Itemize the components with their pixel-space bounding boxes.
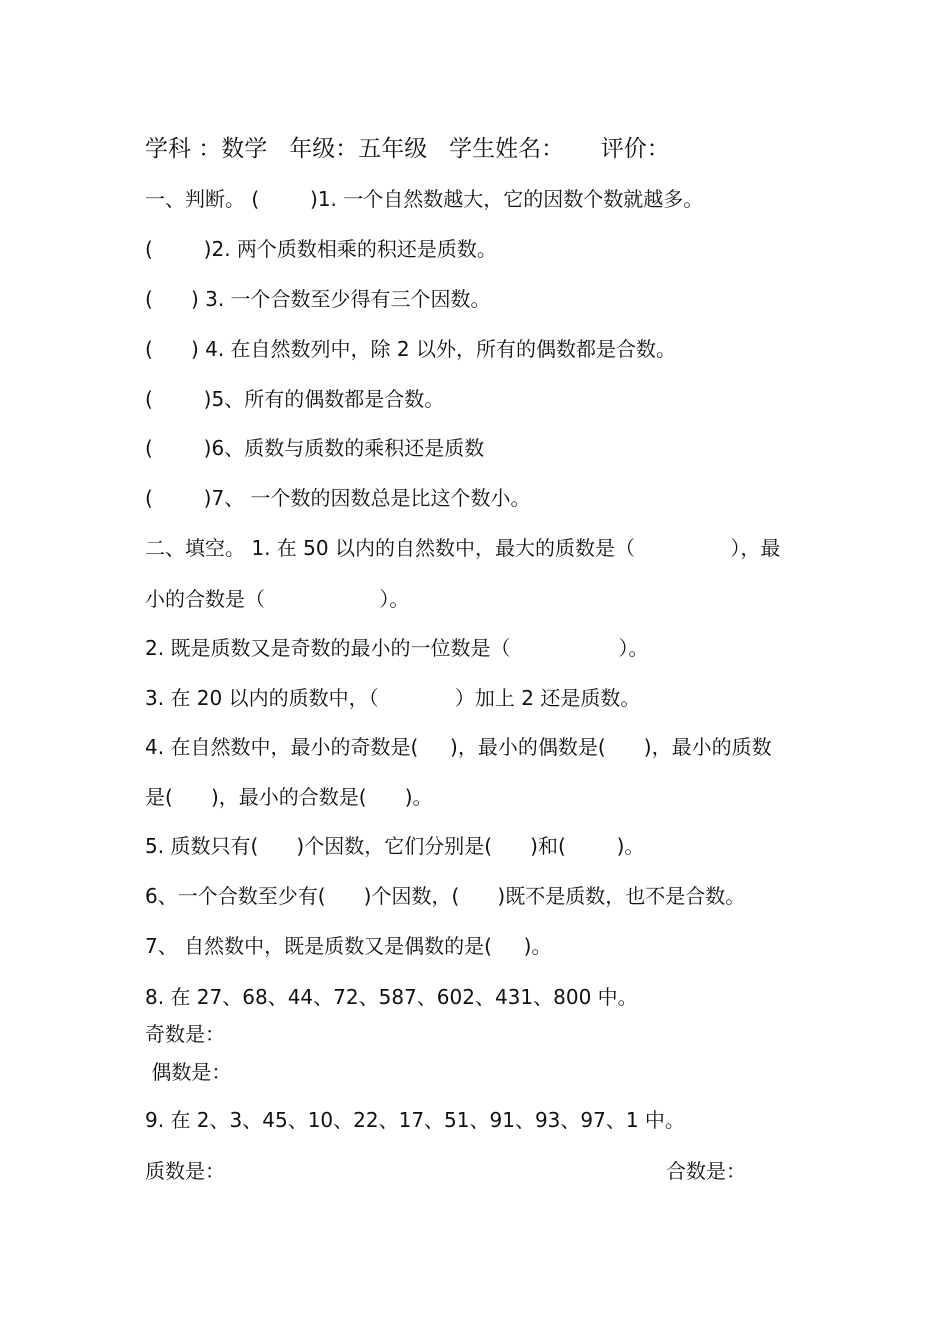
composites-label: 合数是： [666, 1159, 746, 1183]
judgment-item-2: ( )2. 两个质数相乘的积还是质数。 [145, 237, 497, 261]
judgment-item-7: ( )7、 一个数的因数总是比这个数小。 [145, 486, 531, 510]
judgment-item-6: ( )6、质数与质数的乘积还是质数 [145, 436, 485, 460]
judgment-item-3: ( ) 3. 一个合数至少得有三个因数。 [145, 287, 491, 311]
even-numbers-label: 偶数是： [145, 1060, 232, 1084]
fill-item-9: 9. 在 2、3、45、10、22、17、51、91、93、97、1 中。 [145, 1108, 685, 1132]
fill-item-1-cont: 小的合数是（ ）。 [145, 587, 410, 611]
judgment-item-1: 一、判断。 ( )1. 一个自然数越大，它的因数个数就越多。 [145, 187, 704, 211]
fill-item-2: 2. 既是质数又是奇数的最小的一位数是（ ）。 [145, 636, 649, 660]
fill-item-1: 二、填空。 1. 在 50 以内的自然数中，最大的质数是（ ），最 [145, 536, 781, 560]
fill-item-4-cont: 是( )，最小的合数是( )。 [145, 785, 433, 809]
judgment-item-4: ( ) 4. 在自然数列中，除 2 以外，所有的偶数都是合数。 [145, 337, 676, 361]
fill-item-4: 4. 在自然数中，最小的奇数是( )，最小的偶数是( )，最小的质数 [145, 735, 772, 759]
fill-item-8: 8. 在 27、68、44、72、587、602、431、800 中。 [145, 985, 638, 1009]
fill-item-5: 5. 质数只有( )个因数，它们分别是( )和( )。 [145, 834, 645, 858]
fill-item-7: 7、 自然数中，既是质数又是偶数的是( )。 [145, 934, 552, 958]
fill-item-6: 6、一个合数至少有( )个因数，( )既不是质数，也不是合数。 [145, 884, 746, 908]
primes-label: 质数是： [145, 1159, 225, 1183]
header-line: 学科 ：数学 年级：五年级 学生姓名： 评价： [145, 136, 670, 162]
odd-numbers-label: 奇数是： [145, 1022, 225, 1046]
fill-item-3: 3. 在 20 以内的质数中，（ ）加上 2 还是质数。 [145, 686, 641, 710]
judgment-item-5: ( )5、所有的偶数都是合数。 [145, 387, 445, 411]
